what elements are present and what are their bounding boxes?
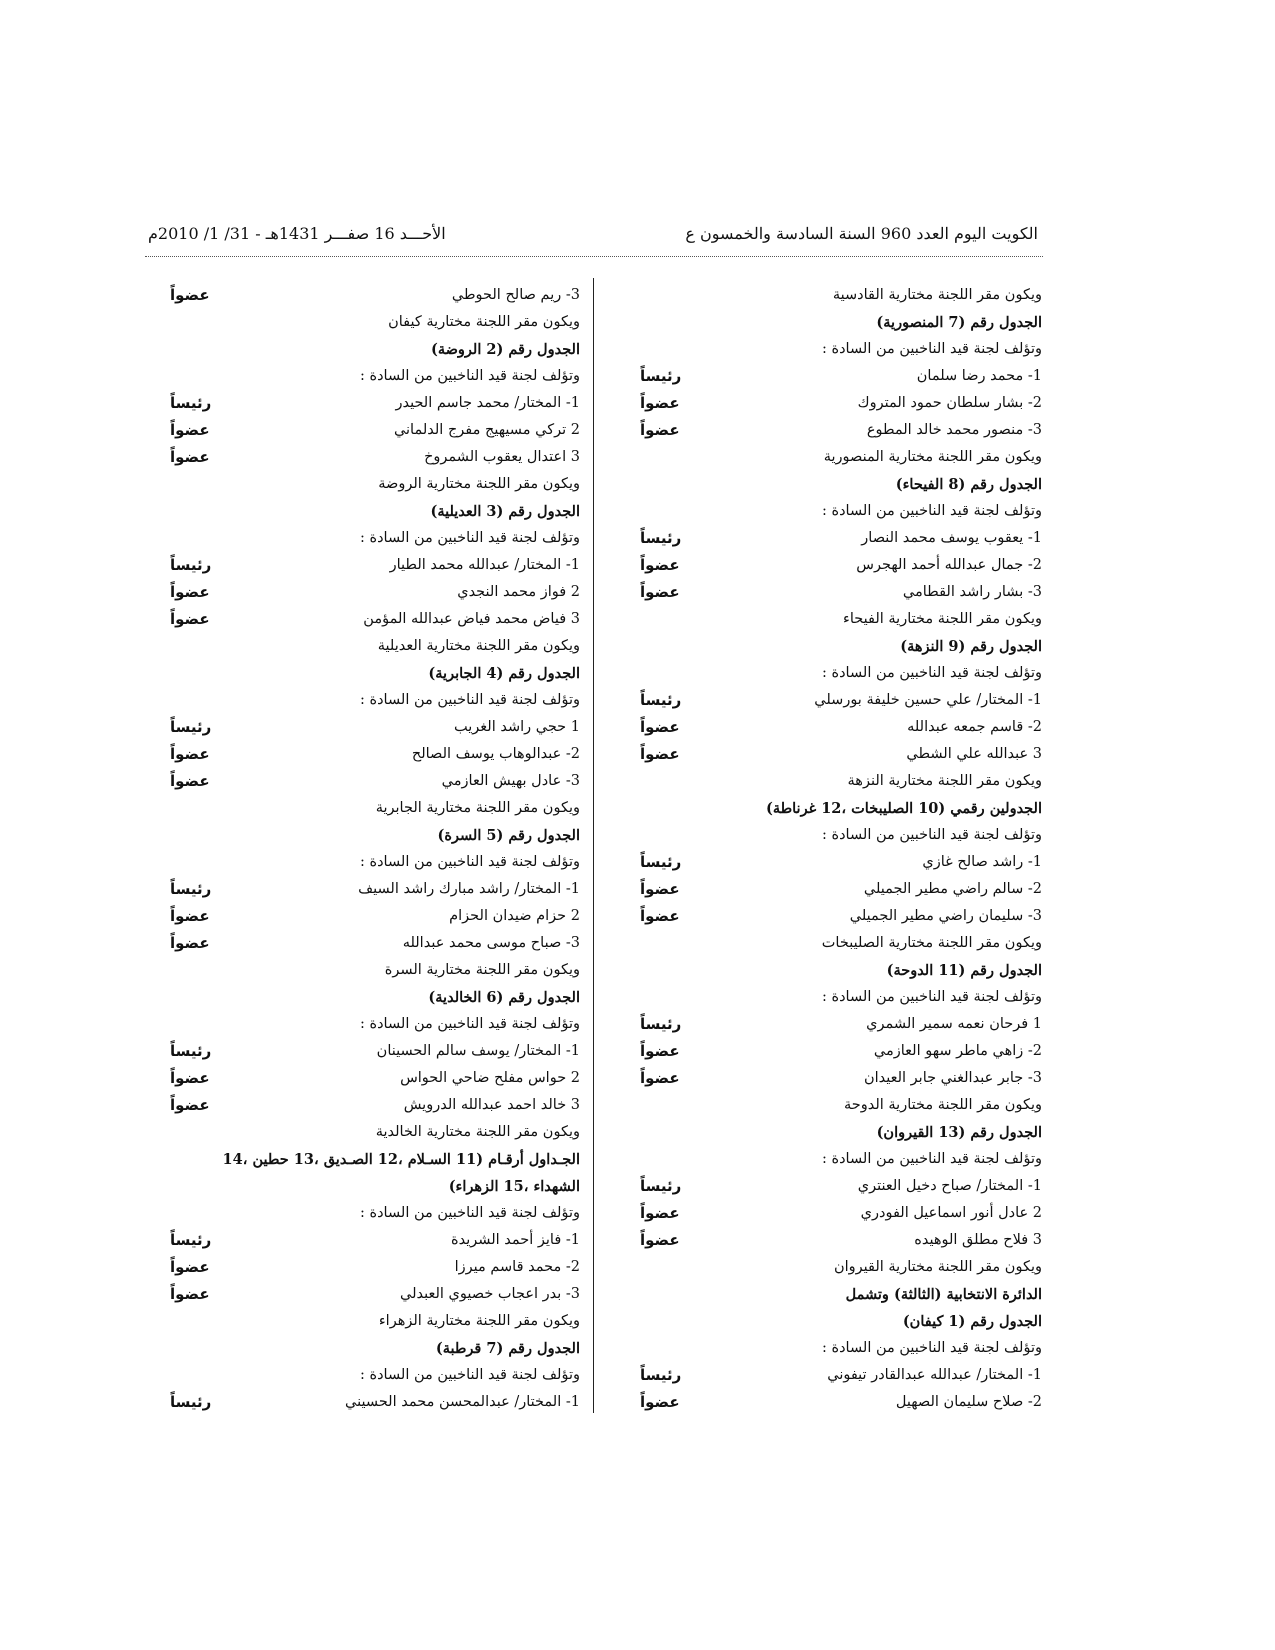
text-line [170, 471, 580, 498]
member-role: رئيساً [640, 1177, 682, 1195]
member-row [610, 849, 1042, 876]
line-text: ويكون مقر اللجنة مختارية النزهة [847, 773, 1042, 789]
member-name: 3- صباح موسى محمد عبدالله [402, 935, 580, 951]
member-name: 3- بشار راشد القطامي [902, 584, 1042, 600]
member-role: عضواً [170, 1096, 210, 1114]
member-row [170, 1254, 580, 1281]
section-heading [170, 660, 580, 687]
line-text: الجدول رقم (11 الدوحة) [886, 962, 1042, 979]
section-heading [610, 795, 1042, 822]
member-name: 1- المختار/ علي حسين خليفة بورسلي [814, 692, 1042, 708]
column-divider [593, 278, 594, 1413]
member-row [610, 687, 1042, 714]
member-name: 2 فواز محمد النجدي [457, 584, 580, 600]
member-name: 3- سليمان راضي مطير الجميلي [849, 908, 1042, 924]
member-row [610, 390, 1042, 417]
member-name: 2- بشار سلطان حمود المتروك [857, 395, 1042, 411]
text-line [610, 498, 1042, 525]
member-name: 3- عادل بهيش العازمي [441, 773, 580, 789]
member-role: عضواً [640, 1393, 680, 1411]
member-name: 3- بدر اعجاب خصيوي العبدلي [399, 1286, 580, 1302]
line-text: الشهداء ،15 الزهراء) [448, 1178, 580, 1195]
section-heading [610, 1281, 1042, 1308]
member-role: عضواً [170, 1285, 210, 1303]
member-role: عضواً [170, 286, 210, 304]
line-text: الجدول رقم (1 كيفان) [902, 1313, 1042, 1330]
member-row [170, 1281, 580, 1308]
line-text: وتؤلف لجنة قيد الناخبين من السادة : [822, 827, 1042, 843]
section-heading [610, 957, 1042, 984]
line-text: وتؤلف لجنة قيد الناخبين من السادة : [822, 665, 1042, 681]
member-row [610, 903, 1042, 930]
line-text: وتؤلف لجنة قيد الناخبين من السادة : [822, 1151, 1042, 1167]
text-line [170, 957, 580, 984]
section-heading [170, 336, 580, 363]
member-role: عضواً [170, 907, 210, 925]
line-text: الجدول رقم (7 المنصورية) [876, 314, 1042, 331]
text-line [610, 444, 1042, 471]
line-text: الجدول رقم (9 النزهة) [900, 638, 1042, 655]
member-name: 1- محمد رضا سلمان [916, 368, 1042, 384]
member-role: رئيساً [640, 691, 682, 709]
member-row [170, 903, 580, 930]
line-text: وتؤلف لجنة قيد الناخبين من السادة : [822, 341, 1042, 357]
member-role: رئيساً [170, 1231, 212, 1249]
line-text: وتؤلف لجنة قيد الناخبين من السادة : [360, 368, 580, 384]
line-text: ويكون مقر اللجنة مختارية الدوحة [843, 1097, 1042, 1113]
member-name: 1 حجي راشد الغريب [454, 719, 580, 735]
member-role: عضواً [640, 745, 680, 763]
member-name: 2 عادل أنور اسماعيل الفودري [860, 1205, 1042, 1221]
line-text: وتؤلف لجنة قيد الناخبين من السادة : [360, 530, 580, 546]
member-name: 1- المختار/ يوسف سالم الحسينان [376, 1043, 580, 1059]
member-role: عضواً [170, 610, 210, 628]
section-heading [170, 984, 580, 1011]
text-line [610, 768, 1042, 795]
member-row [170, 768, 580, 795]
member-row [170, 282, 580, 309]
member-row [610, 1389, 1042, 1416]
member-name: 2 تركي مسيهيج مفرج الدلماني [393, 422, 580, 438]
line-text: الجدول رقم (2 الروضة) [430, 341, 580, 358]
line-text: الجدولين رقمي (10 الصليبخات ،12 غرناطة) [765, 800, 1042, 817]
member-role: رئيساً [640, 1366, 682, 1384]
member-row [170, 1227, 580, 1254]
member-role: رئيساً [170, 556, 212, 574]
member-row [610, 363, 1042, 390]
line-text: وتؤلف لجنة قيد الناخبين من السادة : [360, 1205, 580, 1221]
line-text: ويكون مقر اللجنة مختارية القيروان [833, 1259, 1042, 1275]
member-name: 2 حزام ضيدان الحزام [449, 908, 580, 924]
member-name: 2 حواس مفلح ضاحي الحواس [400, 1070, 580, 1086]
member-name: 2- صلاح سليمان الصهيل [895, 1394, 1042, 1410]
member-role: عضواً [640, 421, 680, 439]
line-text: ويكون مقر اللجنة مختارية كيفان [388, 314, 580, 330]
member-name: 2- محمد قاسم ميرزا [454, 1259, 580, 1275]
line-text: ويكون مقر اللجنة مختارية الروضة [378, 476, 580, 492]
member-name: 2- سالم راضي مطير الجميلي [863, 881, 1042, 897]
member-role: عضواً [170, 421, 210, 439]
line-text: وتؤلف لجنة قيد الناخبين من السادة : [360, 1016, 580, 1032]
line-text: الجدول رقم (8 الفيحاء) [895, 476, 1042, 493]
member-row [610, 876, 1042, 903]
member-row [610, 1038, 1042, 1065]
line-text: الجدول رقم (5 السرة) [437, 827, 580, 844]
text-line [170, 1308, 580, 1335]
member-row [170, 1092, 580, 1119]
member-name: 1- المختار/ عبدالمحسن محمد الحسيني [345, 1394, 580, 1410]
header-date: الأحـــد 16 صفـــر 1431هـ - 31/ 1/ 2010م [148, 224, 446, 243]
member-name: 1- المختار/ عبدالله عبدالقادر تيفوني [827, 1367, 1042, 1383]
section-heading [610, 309, 1042, 336]
member-role: عضواً [640, 394, 680, 412]
text-line [610, 1092, 1042, 1119]
member-role: عضواً [170, 1258, 210, 1276]
member-row [610, 741, 1042, 768]
member-role: عضواً [170, 1069, 210, 1087]
text-line [170, 849, 580, 876]
text-line [610, 1335, 1042, 1362]
member-row [170, 579, 580, 606]
text-line [170, 1362, 580, 1389]
text-line [610, 984, 1042, 1011]
line-text: ويكون مقر اللجنة مختارية المنصورية [823, 449, 1042, 465]
member-role: عضواً [640, 1069, 680, 1087]
text-line [610, 336, 1042, 363]
line-text: ويكون مقر اللجنة مختارية الزهراء [378, 1313, 580, 1329]
line-text: الجدول رقم (4 الجابرية) [428, 665, 580, 682]
text-line [170, 309, 580, 336]
member-name: 3 اعتدال يعقوب الشمروخ [424, 449, 580, 465]
member-row [170, 606, 580, 633]
member-name: 3 عبدالله علي الشطي [906, 746, 1042, 762]
member-name: 1- فايز أحمد الشريدة [451, 1232, 580, 1248]
member-row [610, 1011, 1042, 1038]
member-name: 1- راشد صالح غازي [922, 854, 1042, 870]
member-row [610, 714, 1042, 741]
line-text: وتؤلف لجنة قيد الناخبين من السادة : [822, 989, 1042, 1005]
member-role: رئيساً [170, 394, 212, 412]
member-role: عضواً [640, 583, 680, 601]
member-row [170, 552, 580, 579]
member-role: رئيساً [640, 529, 682, 547]
member-row [170, 1065, 580, 1092]
member-role: عضواً [640, 556, 680, 574]
line-text: الجدول رقم (6 الخالدية) [428, 989, 580, 1006]
section-heading [170, 1335, 580, 1362]
line-text: ويكون مقر اللجنة مختارية القادسية [832, 287, 1042, 303]
member-role: رئيساً [170, 880, 212, 898]
section-heading [170, 822, 580, 849]
line-text: الجـداول أرقـام (11 السـلام ،12 الصـديق ،13 حطين ،14 [222, 1151, 580, 1168]
member-row [170, 444, 580, 471]
text-line [610, 282, 1042, 309]
line-text: ويكون مقر اللجنة مختارية الصليبخات [821, 935, 1042, 951]
member-name: 2- زاهي ماطر سهو العازمي [873, 1043, 1042, 1059]
member-role: عضواً [170, 934, 210, 952]
member-row [170, 714, 580, 741]
member-row [610, 1065, 1042, 1092]
member-role: عضواً [170, 772, 210, 790]
line-text: وتؤلف لجنة قيد الناخبين من السادة : [360, 854, 580, 870]
text-line [170, 1200, 580, 1227]
member-row [610, 1173, 1042, 1200]
section-heading [610, 633, 1042, 660]
text-line [610, 660, 1042, 687]
section-heading [610, 471, 1042, 498]
member-role: رئيساً [640, 367, 682, 385]
member-name: 1- المختار/ صباح دخيل العنتري [857, 1178, 1042, 1194]
text-line [170, 633, 580, 660]
line-text: الدائرة الانتخابية (الثالثة) وتشمل [845, 1286, 1042, 1303]
member-name: 1- المختار/ راشد مبارك راشد السيف [358, 881, 580, 897]
member-role: عضواً [170, 448, 210, 466]
line-text: وتؤلف لجنة قيد الناخبين من السادة : [822, 1340, 1042, 1356]
page-header [148, 224, 1038, 248]
text-line [610, 930, 1042, 957]
line-text: وتؤلف لجنة قيد الناخبين من السادة : [360, 1367, 580, 1383]
right-column [610, 282, 1042, 1416]
member-name: 3- ريم صالح الحوطي [451, 287, 580, 303]
member-row [610, 417, 1042, 444]
member-role: رئيساً [170, 718, 212, 736]
line-text: وتؤلف لجنة قيد الناخبين من السادة : [360, 692, 580, 708]
member-name: 3 فياض محمد فياض عبدالله المؤمن [363, 611, 580, 627]
member-role: رئيساً [170, 1393, 212, 1411]
text-line [610, 1254, 1042, 1281]
member-role: عضواً [640, 1042, 680, 1060]
section-heading [170, 1173, 580, 1200]
line-text: ويكون مقر اللجنة مختارية الجابرية [375, 800, 580, 816]
member-role: عضواً [640, 1231, 680, 1249]
text-line [170, 795, 580, 822]
header-publication: الكويت اليوم العدد 960 السنة السادسة والخمسون ع [685, 224, 1038, 243]
line-text: ويكون مقر اللجنة مختارية الخالدية [375, 1124, 580, 1140]
member-name: 2- جمال عبدالله أحمد الهجرس [856, 557, 1042, 573]
section-heading [170, 498, 580, 525]
member-row [610, 1362, 1042, 1389]
member-row [170, 1038, 580, 1065]
member-row [610, 579, 1042, 606]
member-name: 3- منصور محمد خالد المطوع [866, 422, 1042, 438]
section-heading [610, 1308, 1042, 1335]
text-line [170, 1011, 580, 1038]
member-name: 3 فلاح مطلق الوهيده [914, 1232, 1042, 1248]
member-row [170, 390, 580, 417]
line-text: الجدول رقم (7 قرطبة) [435, 1340, 580, 1357]
member-role: عضواً [640, 718, 680, 736]
member-row [170, 1389, 580, 1416]
member-row [170, 417, 580, 444]
member-role: رئيساً [170, 1042, 212, 1060]
member-row [170, 876, 580, 903]
text-line [170, 687, 580, 714]
member-row [610, 552, 1042, 579]
text-line [610, 606, 1042, 633]
text-line [610, 822, 1042, 849]
member-row [610, 1227, 1042, 1254]
member-row [170, 930, 580, 957]
section-heading [610, 1119, 1042, 1146]
member-name: 3 خالد احمد عبدالله الدرويش [403, 1097, 580, 1113]
member-name: 3- جابر عبدالغني جابر العيدان [863, 1070, 1042, 1086]
member-role: عضواً [170, 583, 210, 601]
member-name: 2- عبدالوهاب يوسف الصالح [411, 746, 580, 762]
line-text: وتؤلف لجنة قيد الناخبين من السادة : [822, 503, 1042, 519]
member-role: رئيساً [640, 853, 682, 871]
member-name: 1- يعقوب يوسف محمد النصار [861, 530, 1042, 546]
left-column [170, 282, 580, 1416]
line-text: الجدول رقم (13 القيروان) [876, 1124, 1042, 1141]
member-role: عضواً [640, 907, 680, 925]
text-line [170, 525, 580, 552]
member-row [610, 1200, 1042, 1227]
line-text: الجدول رقم (3 العديلية) [430, 503, 580, 520]
member-name: 1- المختار/ محمد جاسم الحيدر [395, 395, 580, 411]
section-heading [170, 1146, 580, 1173]
member-name: 1- المختار/ عبدالله محمد الطيار [389, 557, 580, 573]
text-line [170, 1119, 580, 1146]
member-row [610, 525, 1042, 552]
text-line [610, 1146, 1042, 1173]
member-role: عضواً [640, 880, 680, 898]
line-text: ويكون مقر اللجنة مختارية العديلية [377, 638, 580, 654]
member-role: عضواً [640, 1204, 680, 1222]
line-text: ويكون مقر اللجنة مختارية السرة [384, 962, 580, 978]
text-line [170, 363, 580, 390]
header-divider [145, 256, 1043, 257]
member-role: رئيساً [640, 1015, 682, 1033]
member-row [170, 741, 580, 768]
member-role: عضواً [170, 745, 210, 763]
member-name: 2- قاسم جمعه عبدالله [907, 719, 1042, 735]
line-text: ويكون مقر اللجنة مختارية الفيحاء [843, 611, 1042, 627]
member-name: 1 فرحان نعمه سمير الشمري [866, 1016, 1042, 1032]
